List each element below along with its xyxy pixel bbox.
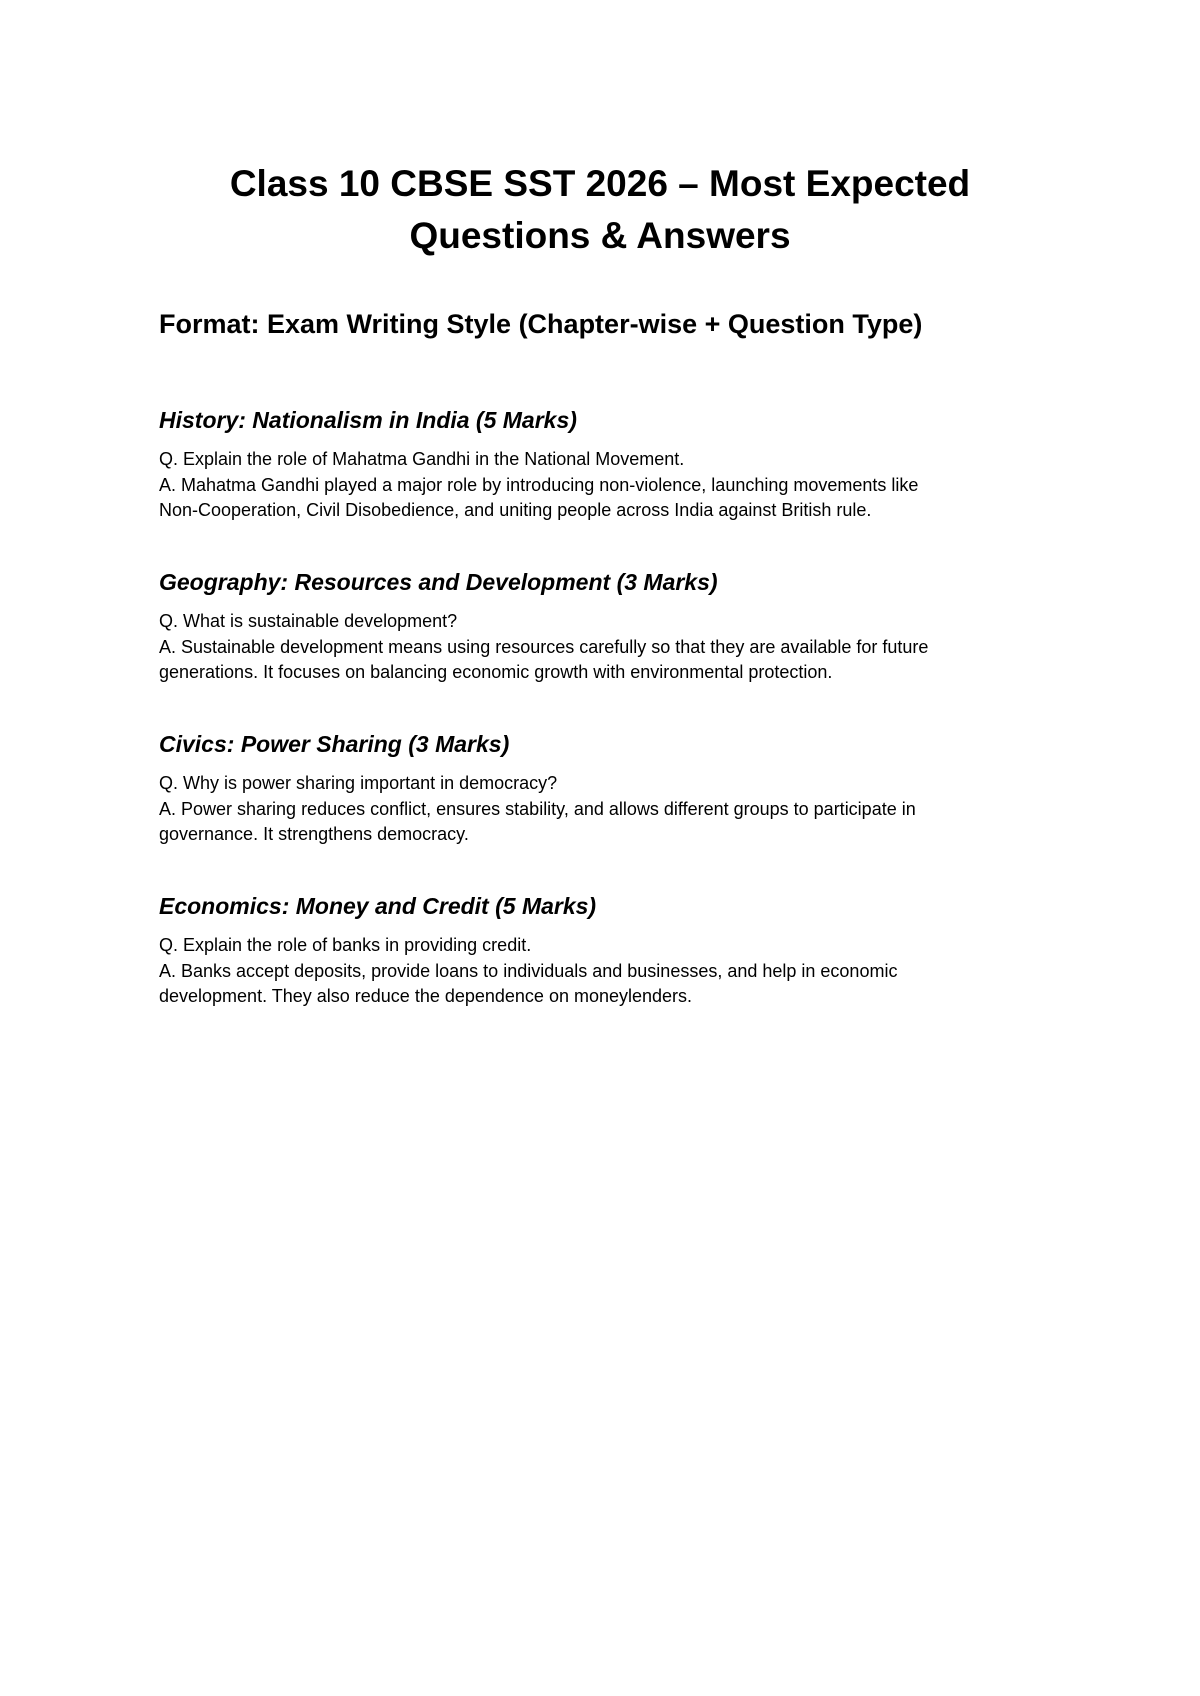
question-answer-block [159, 447, 1039, 524]
question-text: Q. Explain the role of banks in providing credit. [159, 935, 532, 955]
format-subtitle: Format: Exam Writing Style (Chapter-wise + Question Type) [159, 309, 923, 339]
answer-text-line-2: governance. It strengthens democracy. [159, 824, 469, 844]
answer-text-line-2: generations. It focuses on balancing economic growth with environmental protection. [159, 662, 833, 682]
question-answer-block [159, 933, 1039, 1010]
answer-text-line-1: A. Mahatma Gandhi played a major role by introducing non-violence, launching movements like [159, 474, 919, 495]
answer-text-line-1: A. Banks accept deposits, provide loans to individuals and businesses, and help in economic [159, 960, 898, 981]
question-text: Q. Why is power sharing important in democracy? [159, 773, 558, 793]
section-geography [159, 567, 1039, 686]
answer-text-line-2: development. They also reduce the dependence on moneylenders. [159, 986, 693, 1006]
section-economics [159, 891, 1039, 1010]
document-title-line-1: Class 10 CBSE SST 2026 – Most Expected [229, 163, 971, 204]
section-heading: Geography: Resources and Development (3 Marks) [159, 569, 718, 595]
question-text: Q. Explain the role of Mahatma Gandhi in the National Movement. [159, 449, 685, 469]
question-answer-block [159, 609, 1039, 686]
question-text: Q. What is sustainable development? [159, 611, 458, 631]
section-heading: History: Nationalism in India (5 Marks) [159, 407, 577, 433]
section-civics [159, 729, 1039, 848]
answer-text-line-1: A. Power sharing reduces conflict, ensures stability, and allows different groups to participate in [159, 798, 916, 819]
section-heading: Civics: Power Sharing (3 Marks) [159, 731, 510, 757]
document-title-line-2: Questions & Answers [409, 215, 791, 256]
section-heading: Economics: Money and Credit (5 Marks) [159, 893, 597, 919]
document-title [150, 158, 1050, 262]
section-history [159, 405, 1039, 524]
answer-text-line-2: Non-Cooperation, Civil Disobedience, and uniting people across India against British rule. [159, 500, 872, 520]
question-answer-block [159, 771, 1039, 848]
answer-text-line-1: A. Sustainable development means using resources carefully so that they are available for future [159, 636, 929, 657]
